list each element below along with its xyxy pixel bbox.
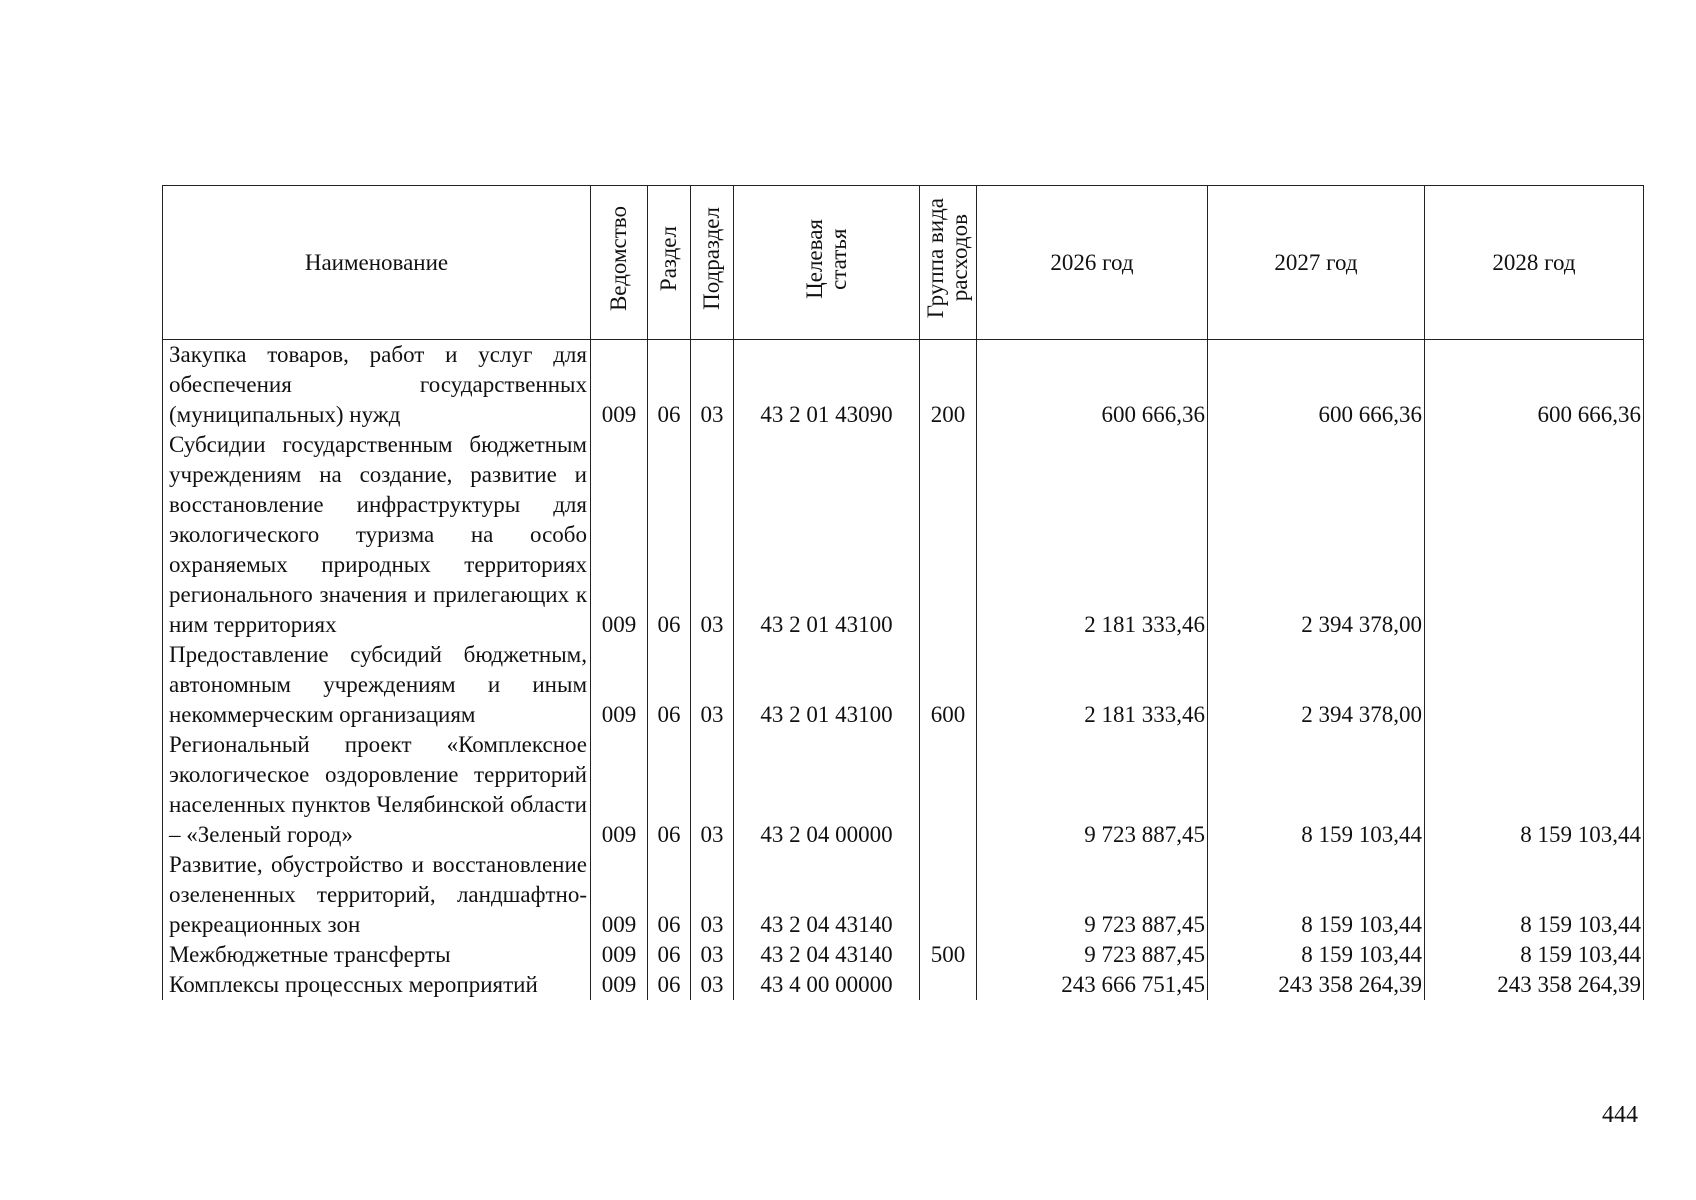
table-row: [163, 640, 1644, 730]
row-amount-2028: [1425, 430, 1644, 640]
row-vedomstvo: 009: [591, 940, 648, 970]
row-name: Субсидии государственным бюджетным учреждениям на создание, развитие и восстановление инфраструктуры для экологического туризма на особо охраняемых природных территориях регионального значения и прилегающих к ним территориях: [169, 432, 587, 637]
row-celevaya-statya: 43 4 00 00000: [734, 970, 920, 1000]
row-razdel: 06: [648, 430, 691, 640]
row-name-cell: [163, 850, 591, 940]
header-celevaya-statya: [734, 186, 920, 340]
row-amount-2027: 2 394 378,00: [1208, 430, 1425, 640]
row-amount-2026: 600 666,36: [977, 340, 1208, 431]
header-podrazdel: [691, 186, 734, 340]
budget-table: [162, 185, 1644, 1000]
table-row: [163, 430, 1644, 640]
header-podrazdel-label: Подраздел: [699, 207, 724, 310]
header-year-2026: [977, 186, 1208, 340]
row-amount-2028: 8 159 103,44: [1425, 940, 1644, 970]
header-year-2028-label: 2028 год: [1492, 249, 1576, 275]
row-razdel: 06: [648, 850, 691, 940]
row-celevaya-statya: 43 2 01 43090: [734, 340, 920, 431]
row-gruppa-vida-rashodov: [920, 970, 977, 1000]
header-name-label: Наименование: [304, 249, 449, 275]
row-gruppa-vida-rashodov: [920, 430, 977, 640]
row-podrazdel: 03: [691, 430, 734, 640]
row-vedomstvo: 009: [591, 430, 648, 640]
header-year-2026-label: 2026 год: [1050, 249, 1134, 275]
header-gruppa-vida-rashodov-label: Группа вида расходов: [923, 198, 972, 319]
row-gruppa-vida-rashodov: 600: [920, 640, 977, 730]
row-amount-2027: 8 159 103,44: [1208, 850, 1425, 940]
row-celevaya-statya: 43 2 01 43100: [734, 430, 920, 640]
header-vedomstvo-label: Ведомство: [606, 205, 631, 312]
header-celevaya-statya-label: Целевая статья: [801, 218, 851, 299]
row-name: Закупка товаров, работ и услуг для обеспечения государственных (муниципальных) нужд: [169, 342, 587, 427]
row-podrazdel: 03: [691, 970, 734, 1000]
row-name-cell: [163, 940, 591, 970]
row-amount-2028: 8 159 103,44: [1425, 730, 1644, 850]
row-gruppa-vida-rashodov: [920, 850, 977, 940]
row-name: Комплексы процессных мероприятий: [169, 972, 538, 997]
row-name-cell: [163, 730, 591, 850]
header-razdel: [648, 186, 691, 340]
row-amount-2027: 243 358 264,39: [1208, 970, 1425, 1000]
table-row: [163, 970, 1644, 1000]
table-row: [163, 850, 1644, 940]
header-gruppa-vida-rashodov: [920, 186, 977, 340]
row-gruppa-vida-rashodov: 500: [920, 940, 977, 970]
header-razdel-label: Раздел: [656, 225, 681, 292]
row-amount-2026: 2 181 333,46: [977, 640, 1208, 730]
row-razdel: 06: [648, 640, 691, 730]
row-amount-2026: 9 723 887,45: [977, 730, 1208, 850]
row-celevaya-statya: 43 2 01 43100: [734, 640, 920, 730]
row-name: Региональный проект «Комплексное экологическое оздоровление территорий населенных пунктов Челябинской области – «Зеленый город»: [169, 732, 587, 847]
row-vedomstvo: 009: [591, 970, 648, 1000]
row-name: Межбюджетные трансферты: [169, 942, 451, 967]
row-razdel: 06: [648, 940, 691, 970]
row-razdel: 06: [648, 730, 691, 850]
row-name-cell: [163, 340, 591, 431]
page-number: 444: [1602, 1102, 1638, 1128]
row-name: Предоставление субсидий бюджетным, автономным учреждениям и иным некоммерческим организациям: [169, 642, 587, 727]
table-row: [163, 940, 1644, 970]
row-celevaya-statya: 43 2 04 43140: [734, 850, 920, 940]
row-name: Развитие, обустройство и восстановление озелененных территорий, ландшафтно-рекреационных зон: [169, 852, 587, 937]
header-vedomstvo: [591, 186, 648, 340]
row-amount-2027: 8 159 103,44: [1208, 940, 1425, 970]
row-podrazdel: 03: [691, 850, 734, 940]
table-row: [163, 730, 1644, 850]
header-year-2027: [1208, 186, 1425, 340]
row-amount-2028: 600 666,36: [1425, 340, 1644, 431]
row-vedomstvo: 009: [591, 340, 648, 431]
row-celevaya-statya: 43 2 04 43140: [734, 940, 920, 970]
row-amount-2027: 600 666,36: [1208, 340, 1425, 431]
row-razdel: 06: [648, 970, 691, 1000]
row-amount-2028: 243 358 264,39: [1425, 970, 1644, 1000]
row-podrazdel: 03: [691, 940, 734, 970]
row-vedomstvo: 009: [591, 850, 648, 940]
row-amount-2026: 9 723 887,45: [977, 850, 1208, 940]
row-gruppa-vida-rashodov: [920, 730, 977, 850]
row-gruppa-vida-rashodov: 200: [920, 340, 977, 431]
row-celevaya-statya: 43 2 04 00000: [734, 730, 920, 850]
row-podrazdel: 03: [691, 730, 734, 850]
table-row: [163, 340, 1644, 431]
row-amount-2026: 2 181 333,46: [977, 430, 1208, 640]
row-name-cell: [163, 970, 591, 1000]
row-amount-2026: 9 723 887,45: [977, 940, 1208, 970]
row-name-cell: [163, 640, 591, 730]
table-header-row: [163, 186, 1644, 340]
row-podrazdel: 03: [691, 340, 734, 431]
row-amount-2027: 8 159 103,44: [1208, 730, 1425, 850]
row-name-cell: [163, 430, 591, 640]
header-year-2028: [1425, 186, 1644, 340]
row-amount-2026: 243 666 751,45: [977, 970, 1208, 1000]
row-vedomstvo: 009: [591, 640, 648, 730]
row-podrazdel: 03: [691, 640, 734, 730]
header-year-2027-label: 2027 год: [1274, 249, 1358, 275]
row-amount-2028: [1425, 640, 1644, 730]
row-amount-2027: 2 394 378,00: [1208, 640, 1425, 730]
row-amount-2028: 8 159 103,44: [1425, 850, 1644, 940]
row-razdel: 06: [648, 340, 691, 431]
row-vedomstvo: 009: [591, 730, 648, 850]
header-name: [163, 186, 591, 340]
